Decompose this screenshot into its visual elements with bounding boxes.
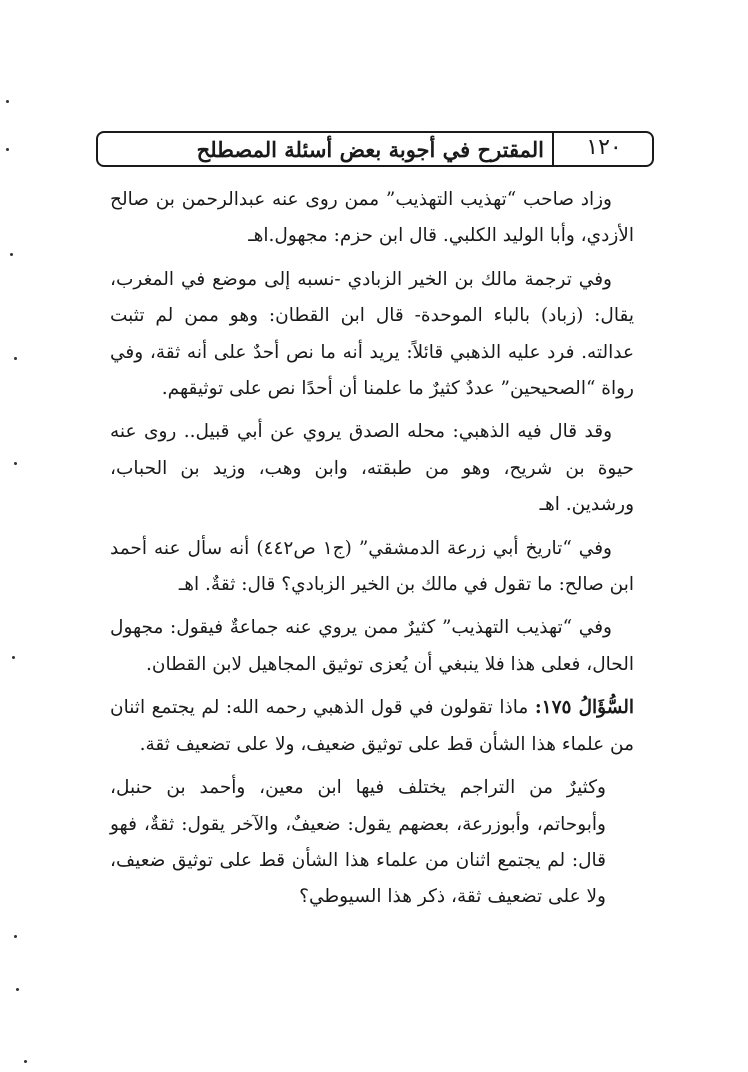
scan-speck xyxy=(14,357,17,360)
question-paragraph xyxy=(110,690,634,763)
scan-speck xyxy=(6,100,9,103)
scan-speck xyxy=(16,988,19,991)
paragraph: وزاد صاحب “تهذيب التهذيب” ممن روى عنه عبدالرحمن بن صالح الأزدي، وأبا الوليد الكلبي. قال ابن حزم: مجهول.اهـ xyxy=(110,189,634,247)
scan-speck xyxy=(12,656,15,659)
page-body xyxy=(110,182,634,923)
paragraph: وفي “تاريخ أبي زرعة الدمشقي” (ج١ ص٤٤٢) أنه سأل عنه أحمد ابن صالح: ما تقول في مالك بن الخير الزبادي؟ قال: ثقةٌ. اهـ xyxy=(110,537,634,596)
page-number-box xyxy=(552,131,654,167)
paragraph: وقد قال فيه الذهبي: محله الصدق يروي عن أبي قبيل.. روى عنه حيوة بن شريح، وهو من طبقته، وابن وهب، وزيد بن الحباب، ورشدين. اهـ xyxy=(110,421,634,516)
scan-speck xyxy=(24,1060,27,1063)
scan-speck xyxy=(10,253,13,256)
scan-speck xyxy=(14,462,17,465)
paragraph: وفي ترجمة مالك بن الخير الزبادي -نسبه إلى موضع في المغرب، يقال: (زباد) بالباء الموحدة- قال ابن القطان: وهو ممن لم تثبت عدالته. فرد عليه الذهبي قائلاً: يريد أنه ما نص أحدٌ على أنه ثقة، وفي رواة “الصحيحين” عددٌ كثيرٌ ما علمنا أن أحدًا نص على توثيقهم. xyxy=(110,268,634,400)
question-continuation: وكثيرٌ من التراجم يختلف فيها ابن معين، وأحمد بن حنبل، وأبوحاتم، وأبوزرعة، بعضهم يقول: ضعيفٌ، والآخر يقول: ثقةٌ، فهو قال: لم يجتمع اثنان من علماء هذا الشأن قط على توثيق ضعيف، ولا على تضعيف ثقة، ذكر هذا السيوطي؟ xyxy=(110,777,606,908)
paragraph: وفي “تهذيب التهذيب” كثيرٌ ممن يروي عنه جماعةٌ فيقول: مجهول الحال، فعلى هذا فلا ينبغي أن يُعزى توثيق المجاهيل لابن القطان. xyxy=(110,617,634,675)
question-label: السُّؤَالُ ١٧٥: xyxy=(534,697,635,719)
page-number: ١٢٠ xyxy=(586,135,622,160)
scan-speck xyxy=(6,148,9,151)
question-text: ماذا تقولون في قول الذهبي رحمه الله: لم يجتمع اثنان من علماء هذا الشأن قط على توثيق ضعيف، ولا على تضعيف ثقة. xyxy=(110,697,634,755)
scan-speck xyxy=(14,935,17,938)
running-header xyxy=(96,131,654,167)
book-title: المقترح في أجوبة بعض أسئلة المصطلح xyxy=(196,137,544,162)
